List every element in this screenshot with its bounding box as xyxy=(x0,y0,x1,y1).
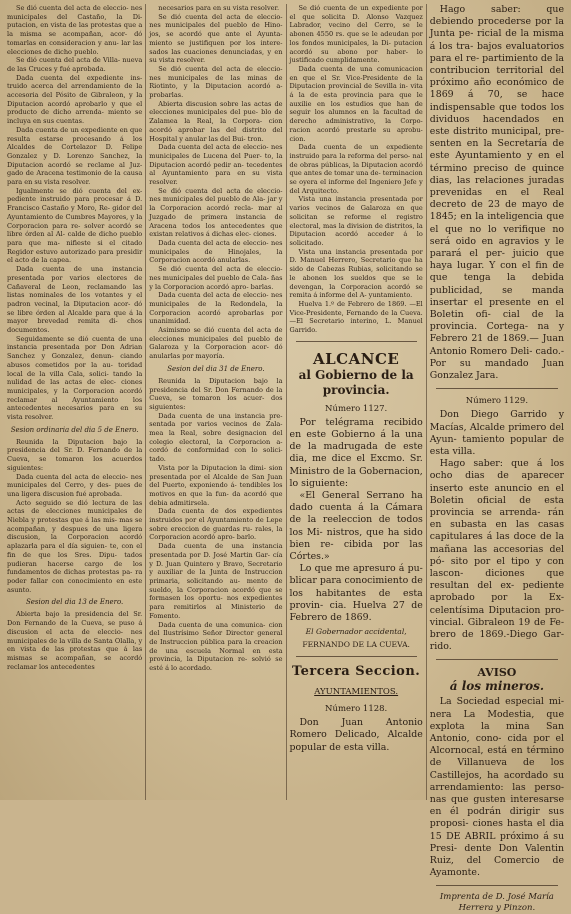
notice-text: Hago saber: que debiendo procederse por la Junta pe- ricial de la misma á los tra- bajos evaluatorios para el re- partimiento de la contribucion territorial del próximo año económico de 1869 á 70, se hace indispensable que todos los dividuos hacendados en este distrito municipal, pre- senten en la Secretaría de este Ayuntamiento y en el término preciso de quince dias, las relaciones juradas prevenidas en el Real decreto de 23 de mayo de 1845; en la inteligencia que el que no lo verifique no será oido en agravios y le parará el per- juicio que haya lugar. Y con el fin de que tenga la debida publicidad, se manda insertar el presente en el Boletin ofi- cial de la provincia. Cortega- na y Febrero 21 de 1869.— Juan Antonio Romero Deli- cado.-Por su mandado Juan Gonzalez Jara. xyxy=(429,4,565,382)
column-1 xyxy=(4,4,145,800)
paragraph: Dada cuenta de una instancia presentada por D. José Martin Gar- cía y D. Juan Quintero y Bravo, Secretario y auxiliar de la Junta de Instruccion primaria, solicitando au- mento de sueldo, la Corporacion acordó que se formasen los oportu- nos expedientes para remitirlos al Ministerio de Fomento. xyxy=(149,542,283,620)
paragraph: Vista por la Diputacion la dimi- sion presentada por el Alcalde de San Juan del Puerto, exponiendo á- tendibles los motivos en que la fun- da acordó que debia admitirsela. xyxy=(149,463,283,507)
paragraph: Dada cuenta del acta de eleccio- nes municipales de la Redondela, la Corporacion acordó aprobarlas por unanimidad. xyxy=(149,291,283,326)
paragraph: Se dió cuenta del acta de eleccio- nes municipales de las minas de Riotinto, y la Diputacion acordó a- probarlas. xyxy=(149,64,283,100)
column-4 xyxy=(427,4,567,914)
paragraph: Se dió cuenta del acta de eleccio- nes municipales del Castaño, la Di- putacion, en vista de las protestas que a la misma se acompañan, acor- dó tomarlas en consideracion y anu- lar las elecciones de dicho pueblo. xyxy=(7,4,143,56)
divider xyxy=(436,659,558,660)
paragraph: Vista una instancia presentada por D. Manuel Herrero, Secretario que ha sido de Cabezas Rubias, solicitando se le abonen los sueldos que se le devengan, la Corporacion acordó se remita á informe del A- yuntamiento. xyxy=(289,247,423,300)
notice-text: «El General Serrano ha dado cuenta á la Cámara de la reeleccion de todos los Mi- nistros, que ha sido bien re- cibida por las Córtes.» xyxy=(289,489,423,562)
notice-text: La Sociedad especial mi- nera La Modestia, que explota la mina San Antonio, cono- cida por el Alcornocal, está en término de Villanueva de los Castillejos, ha acordado su arrendamiento: las perso- nas que gusten interesarse en él podrán dirigir sus proposi- ciones hasta el dia 15 DE ABRIL próximo á su Presi- dente Don Valentin Ruiz, del Comercio de Ayamonte. xyxy=(429,696,565,879)
column-rule xyxy=(286,4,287,800)
paragraph: Dada cuenta de un expediente en que resulta estarse procesando á los Alcaldes de Cortelazor D. Felipe Gonzalez y D. Lorenzo Sanchez, la Diputacion acordó se reclame al Juz- gado de Aracena testimonio de la causa para en su vista resolver. xyxy=(7,125,143,187)
column-2 xyxy=(146,4,285,800)
notice-text: Don Diego Garrido y Macías, Alcalde primero del Ayun- tamiento popular de esta villa. xyxy=(429,409,565,457)
paragraph: Dada cuenta del acta de eleccio- nes municipales de Hinojales, la Corporacion acordó anularlas. xyxy=(149,238,283,265)
notice-text: Hago saber: que á los ocho dias de aparecer inserto este anuncio en el Boletin oficial de esta provincia se arrenda- rán en subasta en las casas capitulares á las doce de la mañana las accesorias del pó- sito por el tipo y con lascon- diciones que resultan del ex- pediente aprobado por la Ex- celentísima Diputacion pro- vincial. Gibraleon 19 de Fe- brero de 1869.-Diego Gar- rido. xyxy=(429,458,565,653)
paragraph: Se dió cuenta del acta de Villa- nueva de las Cruces y fué aprobada. xyxy=(7,56,143,73)
paragraph: Huelva 1.º de Febrero de 1869. —El Vice-Presidente, Fernando de la Cueva.—El Secretario interino, L. Manuel Garrido. xyxy=(289,299,423,335)
paragraph: Se dió cuenta de un expediente por el que solicita D. Alonso Vazquez Labrador, vecino del Cerro, se le abonen 4550 rs. que se le adeudan por los fondos municipales, la Di- putacion acordó su abono por haber- lo justificado cumplidamente. xyxy=(289,4,423,65)
paragraph: Dada cuenta de una instancia presentada por varios electores de Cañaveral de Leon, reclamando las listas nominales de los votantes y el padron vecinal, la Diputacion acor- dó se libre órden al Alcalde para que á la mayor brevedad remita di- chos documentos. xyxy=(7,265,143,335)
paragraph: Igualmente se dió cuenta del ex- pediente instruido para procesar á D. Francisco Castaño y Moro, Re- gidor del Ayuntamiento de Cumbres Mayores, y la Corporacion para re- solver acordó se libre órden al Al- calde de dicho pueblo para que ma- nifieste si el citado Regidor estuvo autorizado para presidir el acto de la capea. xyxy=(7,186,143,265)
column-rule xyxy=(426,4,427,800)
signature-title: El Gobernador accidental, xyxy=(305,627,407,637)
section-heading-tercera: Tercera Seccion. xyxy=(291,664,421,680)
signature-name: FERNANDO DE LA CUEVA. xyxy=(302,640,410,650)
column-rule xyxy=(145,4,146,800)
paragraph: Reunida la Diputacion bajo la presidencia del Sr. D. Fernando de la Cueva, se tomaron los acuerdos siguientes: xyxy=(7,437,143,472)
section-subheading: al Gobierno de la provincia. xyxy=(298,367,414,397)
divider xyxy=(296,341,417,342)
session-heading: Sesion ordinaria del dia 5 de Enero. xyxy=(10,425,139,434)
divider xyxy=(296,656,417,657)
paragraph: Acto seguido se dió lectura de las actas de elecciones municipales de Niebla y protestas que á las mis- mas se acompañan, y despues de una ligera discusion, la Corporacion acordó aplazarla para el día siguien- te, con el fin de que los Sres. Dipu- tados pudieran hacerse cargo de los fundamentos de dichas protestas pa- ra poder fallar con conocimiento en este asunto. xyxy=(7,498,143,594)
page-columns xyxy=(4,4,567,914)
paragraph: Dada cuenta del acta de eleccio- nes municipales del Cerro, y des- pues de una ligera discusion fué aprobada. xyxy=(7,472,143,498)
aviso-heading: AVISO xyxy=(477,666,517,680)
paragraph: Vista una instancia presentada por varios vecinos de Galaroza en que solicitan se reforme el registro electoral, mas la division de distritos, la Diputacion acordó acceder á lo solicitado. xyxy=(289,195,423,247)
session-heading: Sesion del dia 13 de Enero. xyxy=(25,598,124,607)
paragraph: Dada cuenta de una instancia pre- sentada por varios vecinos de Zala- mea la Real, sobre designacion del colegio electoral, la Corporacion a- cordó de conformidad con lo solici- tado. xyxy=(149,411,283,464)
notice-number: Número 1127. xyxy=(325,403,388,414)
column-3 xyxy=(287,4,426,800)
paragraph: Se dió cuenta del acta de eleccio- nes municipales del pueblo de Cala- ñas y la Corporacion acordó apro- barlas. xyxy=(149,265,283,291)
paragraph: necesarios para en su vista resolver. xyxy=(158,4,280,12)
paragraph: Reunida la Diputacion bajo la presidencia del Sr. Don Fernando de la Cueva, se tomaron los acuer- dos siguientes: xyxy=(149,376,283,411)
notice-number: Número 1129. xyxy=(465,396,529,407)
paragraph: Asimismo se dió cuenta del acta de elecciones municipales del pueblo de Galaroza y la Corporacion acor- dó anularlas por mayoría. xyxy=(149,326,283,361)
paragraph: Dada cuenta de una comunica- cion del Ilustrísimo Señor Director general de Instruccion pública para la creacion de una escuela Normal en esta provincia, la Diputacion re- solvió se esté á lo acordado. xyxy=(149,620,283,673)
section-subheading: AYUNTAMIENTOS. xyxy=(314,687,399,698)
paragraph: Abierta bajo la presidencia del Sr. Don Fernando de la Cueva, se puso á discusion el acta de eleccio- nes municipales de la villa de Santa Olalla, y en vista de las protestas que á las mismas se acompañan, se acordó reclamar los antecedentes xyxy=(7,610,143,671)
paragraph: Dada cuenta de dos expedientes instruidos por el Ayuntamiento de Lepe sobre ereccion de guardas ru- rales, la Corporacion acordó apro- barlo. xyxy=(149,507,283,542)
aviso-subheading: á los mineros. xyxy=(449,679,545,694)
paragraph: Dada cuenta del expediente ins- truido acerca del arrendamiento de la accesoria del Pósito de Gibraleon, y la Diputacion acordó aprobarlo y que el producto de dicho arrenda- miento se incluya en sus cuentas. xyxy=(7,73,143,126)
notice-number: Número 1128. xyxy=(325,704,388,715)
paragraph: Seguidamente se dió cuenta de una instancia presentada por Don Adrian Sanchez y Gonzalez, denun- ciando abusos cometidos por la au- toridad local de la villa Cala, solici- tando la nulidad de las actas de elec- ciones municipales, y la Corporacion acordó reclamar al Ayuntamiento los antecedentes necesarios para en su vista resolver. xyxy=(7,334,143,422)
paragraph: Dada cuenta de una comunicacion en que el Sr. Vice-Presidente de la Diputacion provincial de Sevilla in- vita á la de esta provincia para que le auxilie en los estudios que han de seguir los alumnos en la facultad de derecho administrativo, la Corpo- racion acordó prestarle su aprobu- cion. xyxy=(289,64,423,143)
paragraph: Dada cuenta de un expediente instruido para la reforma del perso- nal de obras públicas, la Diputacion acordó que antes de tomar una de- terminacion se oyera el informe del Ingeniero Jefe y del Arquitecto. xyxy=(289,143,423,195)
divider xyxy=(436,885,558,886)
section-heading-alcance: ALCANCE xyxy=(312,349,400,368)
notice-text: Lo que me apresuro á pu- blicar para conocimiento de los habitantes de esta provin- cia. Huelva 27 de Febrero de 1869. xyxy=(289,563,423,623)
paragraph: Se dió cuenta del acta de eleccio- nes municipales del pueblo de Hino- jos, se acordó que ante el Ayunta- miento se justifiquen por los intere- sados las cuaciones denunciadas, y en su vista resolver. xyxy=(149,12,283,65)
printer-imprint: Imprenta de D. José María Herrera y Pinzon. xyxy=(439,892,554,914)
divider xyxy=(436,388,558,389)
notice-text: Por telégrama recibido en este Gobierno á la una de la madrugada de este dia, me dice el Excmo. Sr. Ministro de la Gobernacion, lo siguiente: xyxy=(289,416,423,489)
paragraph: Se dió cuenta del acta de eleccio- nes municipales del pueblo de Ala- jar y la Corporacion acordó recla- mar al Juzgado de primera instancia de Aracena todos los antecedentes que existan relativos á dichas elec- ciones. xyxy=(149,186,283,239)
paragraph: Abierta discusion sobre las actas de elecciones municipales del pue- blo de Zalamea la Real, la Corpora- cion acordó aprobar las del distrito del Hospital y anular las del Bui- tron. xyxy=(149,99,283,143)
session-heading: Sesion del dia 31 de Enero. xyxy=(167,364,265,373)
paragraph: Dada cuenta del acta de eleccio- nes municipales de Lucena del Puer- to, la Diputacion acordó pedir an- tecedentes al Ayuntamiento para en su vista resolver. xyxy=(149,143,283,187)
notice-text: Don Juan Antonio Romero Delicado, Alcalde popular de esta villa. xyxy=(289,717,423,753)
